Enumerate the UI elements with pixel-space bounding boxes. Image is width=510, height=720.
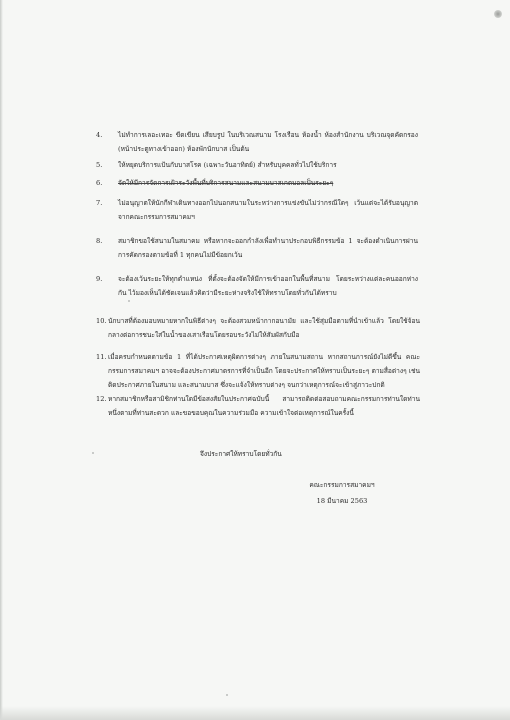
item-number: 7. <box>96 199 103 207</box>
scan-speck <box>226 694 228 696</box>
list-item-10 <box>96 314 420 342</box>
item-text: สมาชิกขอใช้สนามในสมาคม หรือหากจะออกกำลังเพื่อทำนาประกอบพิธีกรรมข้อ 1 จะต้องดำเนินการผ่านการคัดกรองตามข้อที่ 1 ทุกคนไม่มีข้อยกเว้น <box>118 237 418 259</box>
item-text: จัดให้มีการจัดการเฝ้าระวังพื้นที่บริการสนามและสนามบาสเกตบอลเป็นระยะๆ <box>118 179 334 187</box>
scan-edge-left <box>0 0 3 720</box>
item-text: ให้หยุดบริการแป้นกับบาสโรค (เฉพาะวันอาทิตย์) สำหรับบุคคลทั่วไปใช้บริการ <box>118 161 337 169</box>
item-number: 11. <box>96 353 107 361</box>
list-item-6 <box>96 176 418 190</box>
item-text: เมื่อครบกำหนดตามข้อ 1 ที่ได้ประกาศเหตุผิดการต่างๆ ภายในสนามสถาน หากสถานการณ์ยังไม่ดีขึ้น คณะกรรมการสมาคมฯ อาจจะต้องประกาศมาตรการที่จำเป็นอีก โดยจะประกาศให้ทราบเป็นระยะๆ ตามสื่อต่างๆ เช่น ติดประกาศภายในสนาม และสนามบาส ซึ่งจะแจ้งให้ทราบต่างๆ จนกว่าเหตุการณ์จะเข้าสู่ภาวะปกติ <box>108 353 420 389</box>
item-number: 8. <box>96 237 103 245</box>
item-number: 9. <box>96 275 103 283</box>
item-text: ไม่อนุญาตให้นักกีฬาเดินทางออกไปนอกสนามในระหว่างการแข่งขันไม่ว่ากรณีใดๆ เว้นแต่จะได้รับอนุญาตจากคณะกรรมการสมาคมฯ <box>118 199 418 221</box>
list-item-9 <box>96 272 418 300</box>
signature-date: 18 มีนาคม 2563 <box>316 497 368 505</box>
item-number: 10. <box>96 317 107 325</box>
item-number: 12. <box>96 395 107 403</box>
list-item-5 <box>96 158 418 172</box>
item-text: หากสมาชิกหรือสามิชิกท่านใดมีข้อสงสัยในประกาศฉบับนี้ สามารถติดต่อสอบถามคณะกรรมการท่านใดท่านหนึ่งตามที่ท่านสะดวก และขอขอบคุณในความร่วมมือ ความเข้าใจต่อเหตุการณ์ในครั้งนี้ <box>108 395 420 417</box>
list-item-11 <box>96 350 420 392</box>
item-text: ไม่ทำการเลอะเทอะ ขีดเขียน เสียบรูป ในบริเวณสนาม โรงเรือน ห้องน้ำ ห้องสำนักงาน บริเวณจุดคัดกรอง (หน้าประตูทางเข้าออก) ห้องพักนักบาส เป็นต้น <box>118 131 418 153</box>
item-text: จะต้องเว้นระยะให้ทุกตำแหน่ง ที่ตั้งจะต้องจัดให้มีการเข้าออกในพื้นที่สนาม โดยระหว่างแต่ละคนออกห่างกัน ไว้มองเห็นได้ชัดเจนแล้วคิดว่ามีระยะห่างจริงใช้ให้ทราบโดยทั่วกันได้ทราบ <box>118 275 418 297</box>
list-item-4 <box>96 128 418 156</box>
closing-statement: จึงประกาศให้ทราบโดยทั่วกัน <box>200 450 282 458</box>
list-item-8 <box>96 234 418 262</box>
signature-org: คณะกรรมการสมาคมฯ <box>309 481 375 489</box>
item-number: 6. <box>96 179 103 187</box>
list-item-12 <box>96 392 420 420</box>
item-number: 4. <box>96 131 103 139</box>
scan-edge-bottom <box>0 706 510 720</box>
punch-hole-mark <box>494 10 502 18</box>
scan-speck <box>92 452 94 454</box>
signature-block <box>292 477 392 509</box>
item-number: 5. <box>96 161 103 169</box>
item-text: นักบาสที่ต้องมอบหมายหากในพิธีต่างๆ จะต้องสวมหน้ากากอนามัย และใช้สุ่มมือตามที่นำเข้าแล้ว โดยใช้จ้อนกลางต่อการชนะใส่ในน้ำของเสาเรือนโดยรอบระวังไม่ให้สัมผัสกับมือ <box>108 317 420 339</box>
list-item-7 <box>96 196 418 224</box>
scan-speck <box>128 300 130 302</box>
